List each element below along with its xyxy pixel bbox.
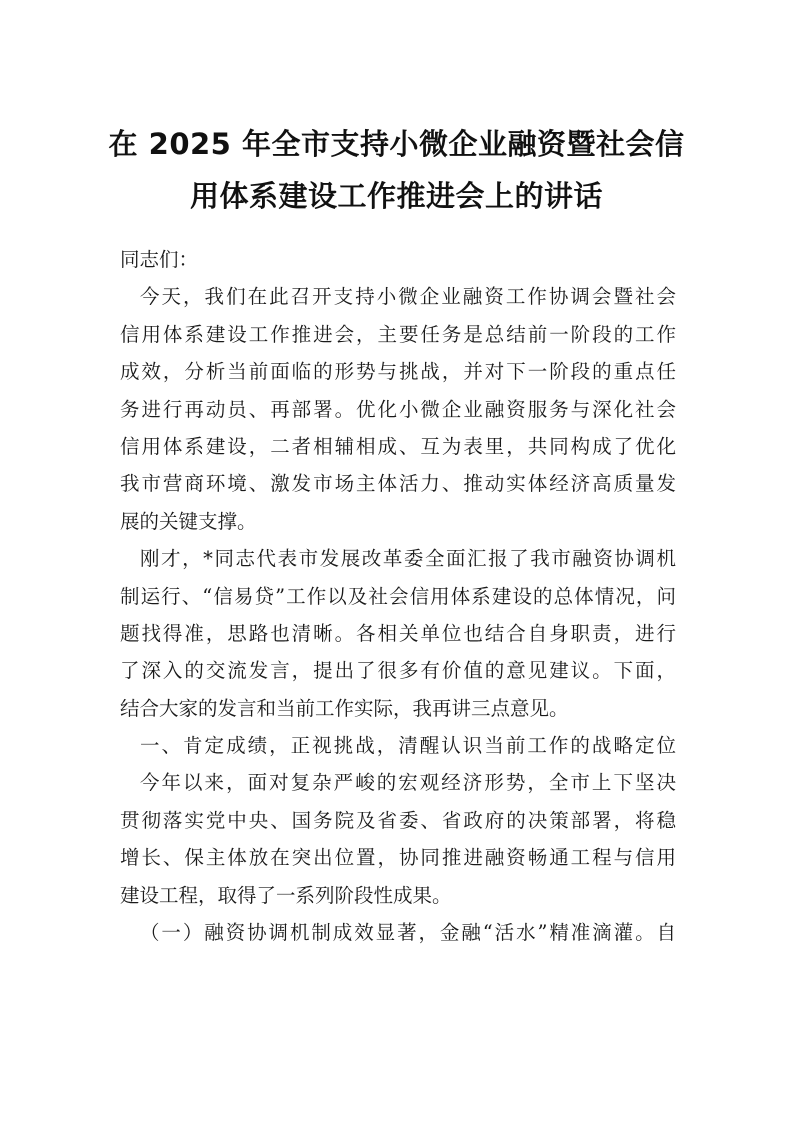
paragraph-2-line-5: 结合大家的发言和当前工作实际，我再讲三点意见。 [120,696,569,720]
title-line-2: 用体系建设工作推进会上的讲话 [189,179,603,213]
paragraph-3-line-2: 贯彻落实党中央、国务院及省委、省政府的决策部署，将稳 [120,808,676,832]
paragraph-2-line-3: 题找得准，思路也清晰。各相关单位也结合自身职责，进行 [120,621,676,645]
paragraph-1-line-3: 成效，分析当前面临的形势与挑战，并对下一阶段的重点任 [120,360,676,384]
section-heading-1: 一、肯定成绩，正视挑战，清醒认识当前工作的战略定位 [140,734,676,758]
paragraph-1-line-4: 务进行再动员、再部署。优化小微企业融资服务与深化社会 [120,397,676,421]
paragraph-3-line-1: 今年以来，面对复杂严峻的宏观经济形势，全市上下坚决 [140,771,676,795]
paragraph-1-line-5: 信用体系建设，二者相辅相成、互为表里，共同构成了优化 [120,434,676,458]
paragraph-3-line-4: 建设工程，取得了一系列阶段性成果。 [120,883,452,907]
paragraph-1-line-1: 今天，我们在此召开支持小微企业融资工作协调会暨社会 [140,285,676,309]
document-body [120,241,676,951]
paragraph-2-line-2: 制运行、“信易贷”工作以及社会信用体系建设的总体情况，问 [120,584,676,608]
salutation: 同志们： [120,248,199,271]
document-title [100,118,693,222]
title-line-1: 在 2025 年全市支持小微企业融资暨社会信 [108,127,685,161]
paragraph-3-line-3: 增长、保主体放在突出位置，协同推进融资畅通工程与信用 [120,846,676,870]
paragraph-1-line-7: 展的关键支撑。 [120,509,257,533]
paragraph-1-line-2: 信用体系建设工作推进会，主要任务是总结前一阶段的工作 [120,322,676,346]
paragraph-2-line-4: 了深入的交流发言，提出了很多有价值的意见建议。下面， [120,659,676,683]
paragraph-2-line-1: 刚才，*同志代表市发展改革委全面汇报了我市融资协调机 [140,547,676,571]
paragraph-1-line-6: 我市营商环境、激发市场主体活力、推动实体经济高质量发 [120,472,676,496]
subsection-heading-1: （一）融资协调机制成效显著，金融“活水”精准滴灌。自 [140,921,676,945]
